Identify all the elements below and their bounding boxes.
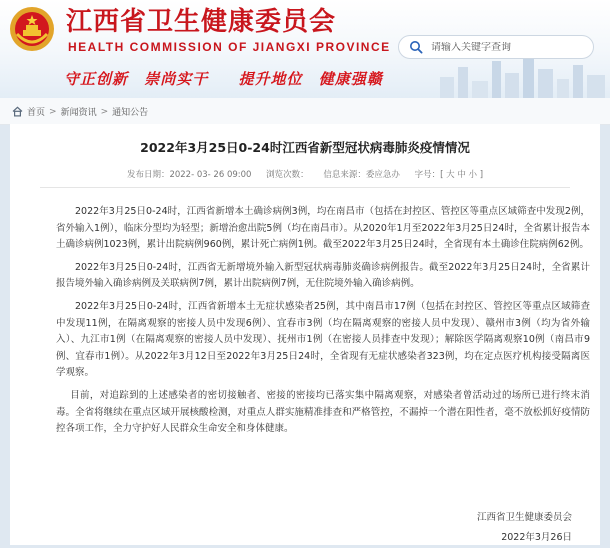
- article-paragraph-2: 2022年3月25日0-24时，江西省无新增境外输入新型冠状病毒肺炎确诊病例报告。截至2022年3月25日24时，全省累计报告境外输入确诊病例及关联病例7例，累计出院病例7例，无住院境外输入确诊病例。: [56, 261, 590, 290]
- article-meta: [10, 168, 600, 180]
- search-icon[interactable]: [409, 40, 423, 54]
- slogan-3: 提升地位: [238, 70, 303, 88]
- breadcrumb-news[interactable]: 新闻资讯: [60, 108, 97, 118]
- slogan-2: 崇尚实干: [144, 70, 209, 88]
- title-divider: [40, 187, 570, 188]
- breadcrumb-separator: >: [49, 106, 57, 117]
- signature-date: 2022年3月26日: [501, 532, 572, 543]
- site-title-english: HEALTH COMMISSION OF JIANGXI PROVINCE: [68, 40, 391, 54]
- article-paragraph-1: 2022年3月25日0-24时，江西省新增本土确诊病例3例，均在南昌市（包括在封控区、管控区等重点区域筛查中发现2例，省外输入1例），临床分型均为轻型；新增治愈出院5例（均在南昌市）。从2020年1月至2022年3月25日24时，全省累计报告本土确诊病例1023例，累计出院病例960例，累计死亡病例1例。截至2022年3月25日24时，全省现有本土确诊住院病例62例。: [56, 206, 590, 251]
- city-skyline-decoration: [430, 55, 610, 98]
- search-input[interactable]: [431, 42, 581, 53]
- article-title: 2022年3月25日0-24时江西省新型冠状病毒肺炎疫情情况: [140, 140, 470, 155]
- breadcrumb: [12, 105, 148, 118]
- breadcrumb-notices[interactable]: 通知公告: [112, 108, 149, 118]
- font-size-control: [415, 170, 483, 180]
- slogan: [64, 68, 393, 89]
- breadcrumb-separator: >: [100, 106, 109, 117]
- signature-org: 江西省卫生健康委员会: [476, 512, 572, 523]
- article-body: [56, 204, 590, 444]
- article-paragraph-4: 目前，对追踪到的上述感染者的密切接触者、密接的密接均已落实集中隔离观察，对感染者曾活动过的场所已进行终末消毒。全省将继续在重点区域开展核酸检测，对重点人群实施精准排查和严格管控，不漏掉一个潜在阳性者，毫不放松抓好疫情防控各项工作，全力守护好人民群众生命安全和身体健康。: [56, 389, 590, 435]
- breadcrumb-bar: [0, 98, 610, 125]
- publish-date: 发布日期：2022- 03- 26 09:00: [126, 170, 252, 180]
- slogan-1: 守正创新: [64, 70, 129, 88]
- font-size-label: 字号：: [414, 170, 441, 180]
- site-header: [0, 0, 610, 98]
- article-signature: [477, 508, 572, 548]
- article-paragraph-3: 2022年3月25日0-24时，江西省新增本土无症状感染者25例，其中南昌市17例（包括在封控区、管控区等重点区域筛查中发现11例，在隔离观察的密接人员中发现6例）、宜春市3例（均在隔离观察的密接人员中发现）、赣州市3例（均为省外输入）、九江市1例（在隔离观察的密接人员中发现）、抚州市1例（在密接人员排查中发现）；解除医学隔离观察10例（南昌市9例、宜春市1例）。从2022年3月12日至2022年3月25日24时，全省现有无症状感染者323例，均在定点医疗机构接受隔离医学观察。: [56, 300, 590, 379]
- font-size-options[interactable]: [ 大 中 小 ]: [440, 170, 484, 180]
- info-source: 信息来源：委应急办: [323, 170, 400, 180]
- slogan-4: 健康强赣: [318, 70, 383, 88]
- view-count: 浏览次数：: [266, 170, 309, 180]
- search-box[interactable]: [398, 35, 594, 59]
- home-icon: [12, 106, 23, 117]
- article-card: [10, 124, 600, 545]
- breadcrumb-home[interactable]: 首页: [27, 108, 46, 118]
- national-emblem-icon: [9, 6, 55, 52]
- site-title[interactable]: 江西省卫生健康委员会: [66, 7, 337, 37]
